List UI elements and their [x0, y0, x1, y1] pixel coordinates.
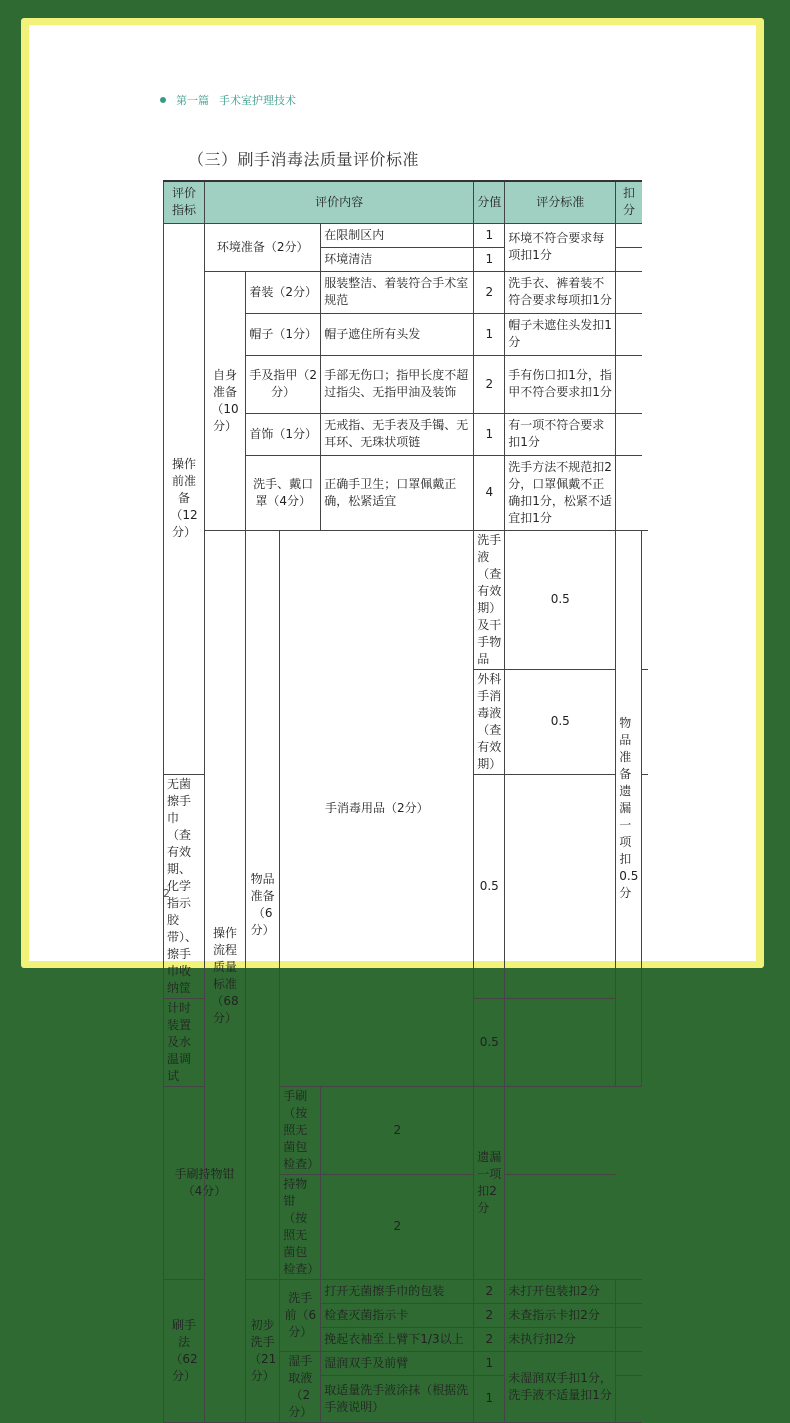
item-label: 着装（2分）: [246, 271, 321, 313]
evaluation-table: [163, 180, 648, 1423]
cell-criteria: 洗手方法不规范扣2分，口罩佩戴不正确扣1分，松紧不适宜扣1分: [505, 455, 616, 530]
env-label: 环境准备（2分）: [205, 223, 321, 271]
header-content: 评价内容: [205, 181, 474, 223]
cell-score: 1: [474, 223, 505, 247]
goods-label: 物品准备（6分）: [246, 530, 280, 1279]
disinfect-label: 手消毒用品（2分）: [280, 530, 474, 1086]
brush-label: 手刷持物钳（4分）: [164, 1086, 246, 1279]
cell-deduct: [616, 1303, 642, 1327]
cell-deduct: [616, 455, 642, 530]
cell-content: 手刷（按照无菌包检查）: [280, 1086, 321, 1174]
cell-deduct: [616, 1279, 642, 1303]
cell-score: 2: [474, 271, 505, 313]
table-row: [164, 223, 649, 247]
cell-content: 检查灭菌指示卡: [321, 1303, 474, 1327]
cell-content: 计时装置及水温调试: [164, 998, 205, 1086]
cell-score: 4: [474, 455, 505, 530]
cell-deduct: [642, 669, 649, 774]
table-header-row: [164, 181, 649, 223]
item-label: 洗手、戴口罩（4分）: [246, 455, 321, 530]
chapter-label: 第一篇: [176, 94, 209, 107]
cell-criteria: 遗漏一项扣2分: [474, 1086, 505, 1279]
table-row: [164, 1086, 649, 1174]
page-number: 2: [163, 887, 170, 900]
cell-score: 2: [321, 1086, 474, 1174]
cell-deduct: [616, 271, 642, 313]
cell-score: 0.5: [474, 774, 505, 998]
prep-category: 操作前准备（12分）: [164, 223, 205, 774]
cell-content: 持物钳（按照无菌包检查）: [280, 1174, 321, 1279]
cell-content: 无菌擦手巾（查有效期、化学指示胶带）、擦手巾收纳筐: [164, 774, 205, 998]
cell-content: 外科手消毒液（查有效期）: [474, 669, 505, 774]
before-wash-label: 洗手前（6分）: [280, 1279, 321, 1351]
table-row: [164, 271, 649, 313]
cell-deduct: [616, 1351, 642, 1375]
cell-score: 2: [474, 355, 505, 413]
table-row: [164, 530, 649, 669]
cell-score: 1: [474, 1375, 505, 1422]
cell-deduct: [505, 998, 616, 1086]
cell-content: 湿润双手及前臂: [321, 1351, 474, 1375]
header-criteria: 评分标准: [505, 181, 616, 223]
cell-criteria: 手有伤口扣1分，指甲不符合要求扣1分: [505, 355, 616, 413]
cell-content: 取适量洗手液涂抹（根据洗手液说明）: [321, 1375, 474, 1422]
item-label: 帽子（1分）: [246, 313, 321, 355]
item-label: 手及指甲（2分）: [246, 355, 321, 413]
cell-score: 0.5: [505, 669, 616, 774]
cell-deduct: [505, 774, 616, 998]
cell-score: 0.5: [474, 998, 505, 1086]
section-title: （三）刷手消毒法质量评价标准: [188, 150, 420, 169]
initial-wash-label: 初步洗手（21分）: [246, 1279, 280, 1422]
cell-content: 帽子遮住所有头发: [321, 313, 474, 355]
cell-criteria: 有一项不符合要求扣1分: [505, 413, 616, 455]
cell-deduct: [616, 413, 642, 455]
cell-deduct: [505, 1086, 616, 1174]
cell-deduct: [616, 223, 642, 247]
bullet-dot-icon: [160, 97, 166, 103]
cell-content: 环境清洁: [321, 247, 474, 271]
cell-score: 0.5: [505, 530, 616, 669]
cell-criteria: 物品准备遗漏一项扣0.5分: [616, 530, 642, 1086]
cell-score: 2: [321, 1174, 474, 1279]
cell-deduct: [616, 247, 642, 271]
cell-criteria: 未查指示卡扣2分: [505, 1303, 616, 1327]
cell-content: 无戒指、无手表及手镯、无耳环、无珠状项链: [321, 413, 474, 455]
header-score: 分值: [474, 181, 505, 223]
running-head: [160, 92, 296, 108]
cell-deduct: [642, 530, 649, 669]
cell-criteria: 未执行扣2分: [505, 1327, 616, 1351]
cell-deduct: [616, 313, 642, 355]
cell-content: 在限制区内: [321, 223, 474, 247]
cell-score: 2: [474, 1303, 505, 1327]
item-label: 首饰（1分）: [246, 413, 321, 455]
cell-content: 挽起衣袖至上臂下1/3以上: [321, 1327, 474, 1351]
wet-hands-label: 湿手取液（2分）: [280, 1351, 321, 1422]
wash-label: 刷手法（62分）: [164, 1279, 205, 1422]
cell-criteria: 帽子未遮住头发扣1分: [505, 313, 616, 355]
cell-deduct: [616, 1327, 642, 1351]
cell-score: 1: [474, 313, 505, 355]
cell-deduct: [505, 1174, 616, 1279]
header-deduct: 扣分: [616, 181, 642, 223]
self-label: 自身准备（10分）: [205, 271, 246, 530]
cell-content: 服装整洁、着装符合手术室规范: [321, 271, 474, 313]
cell-score: 1: [474, 247, 505, 271]
cell-deduct: [616, 1375, 642, 1422]
cell-criteria: 未打开包装扣2分: [505, 1279, 616, 1303]
cell-deduct: [616, 355, 642, 413]
cell-content: 正确手卫生；口罩佩戴正确，松紧适宜: [321, 455, 474, 530]
chapter-title: 手术室护理技术: [219, 94, 296, 107]
process-category: 操作流程质量标准（68分）: [205, 530, 246, 1422]
header-index: 评价指标: [164, 181, 205, 223]
cell-content: 手部无伤口；指甲长度不超过指尖、无指甲油及装饰: [321, 355, 474, 413]
cell-content: 洗手液（查有效期）及干手物品: [474, 530, 505, 669]
cell-criteria: 环境不符合要求每项扣1分: [505, 223, 616, 271]
cell-criteria: 未湿润双手扣1分，洗手液不适量扣1分: [505, 1351, 616, 1422]
cell-score: 1: [474, 413, 505, 455]
cell-score: 2: [474, 1279, 505, 1303]
cell-score: 2: [474, 1327, 505, 1351]
cell-criteria: 洗手衣、裤着装不符合要求每项扣1分: [505, 271, 616, 313]
cell-score: 1: [474, 1351, 505, 1375]
cell-content: 打开无菌擦手巾的包装: [321, 1279, 474, 1303]
